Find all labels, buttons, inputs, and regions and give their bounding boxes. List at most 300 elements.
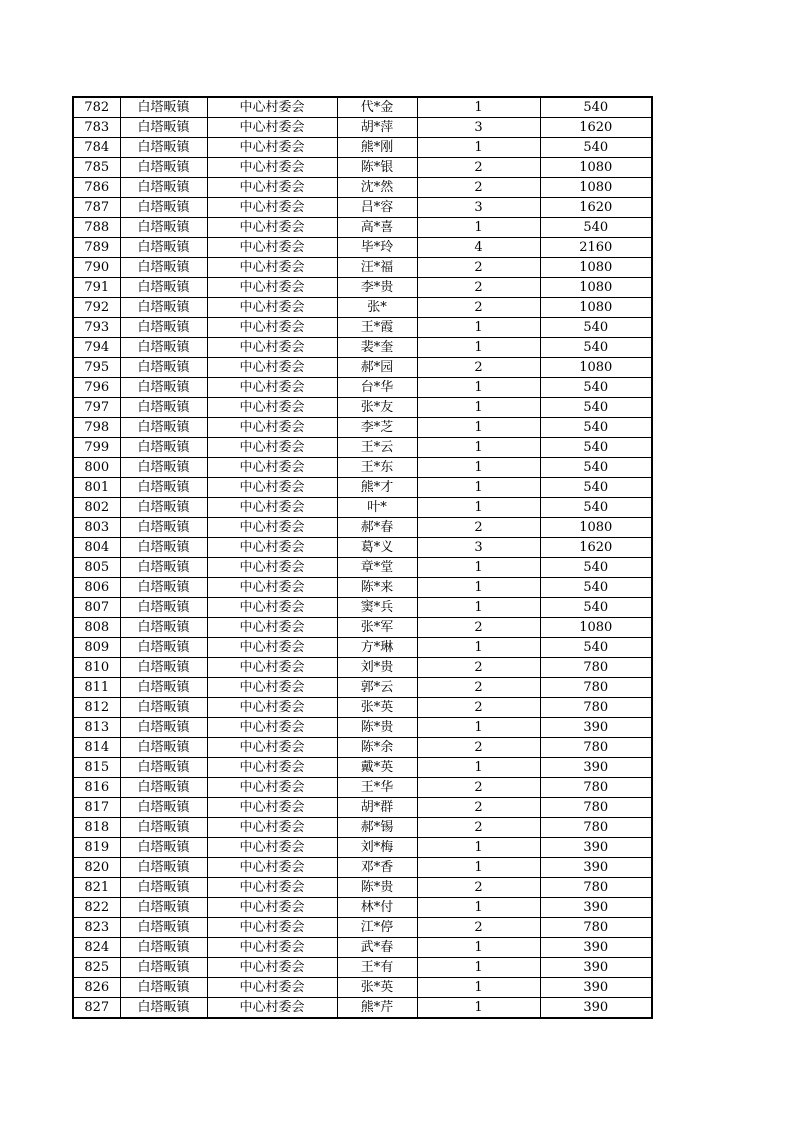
table-row bbox=[73, 498, 652, 518]
name-cell: 刘*贵 bbox=[337, 658, 417, 678]
household-count-cell: 1 bbox=[417, 478, 540, 498]
amount-cell: 540 bbox=[540, 418, 652, 438]
table-row bbox=[73, 938, 652, 958]
town-cell: 白塔畈镇 bbox=[120, 778, 207, 798]
village-committee-cell: 中心村委会 bbox=[207, 798, 337, 818]
row-number-cell: 816 bbox=[73, 778, 120, 798]
table-row bbox=[73, 138, 652, 158]
row-number-cell: 813 bbox=[73, 718, 120, 738]
village-committee-cell: 中心村委会 bbox=[207, 578, 337, 598]
amount-cell: 780 bbox=[540, 918, 652, 938]
household-count-cell: 2 bbox=[417, 258, 540, 278]
town-cell: 白塔畈镇 bbox=[120, 218, 207, 238]
household-count-cell: 2 bbox=[417, 778, 540, 798]
table-row bbox=[73, 378, 652, 398]
village-committee-cell: 中心村委会 bbox=[207, 858, 337, 878]
amount-cell: 390 bbox=[540, 858, 652, 878]
name-cell: 方*琳 bbox=[337, 638, 417, 658]
name-cell: 熊*才 bbox=[337, 478, 417, 498]
amount-cell: 2160 bbox=[540, 238, 652, 258]
table-row bbox=[73, 738, 652, 758]
name-cell: 王*有 bbox=[337, 958, 417, 978]
name-cell: 葛*义 bbox=[337, 538, 417, 558]
table-row bbox=[73, 698, 652, 718]
town-cell: 白塔畈镇 bbox=[120, 798, 207, 818]
village-committee-cell: 中心村委会 bbox=[207, 598, 337, 618]
name-cell: 郝*锡 bbox=[337, 818, 417, 838]
village-committee-cell: 中心村委会 bbox=[207, 338, 337, 358]
household-count-cell: 2 bbox=[417, 358, 540, 378]
table-row bbox=[73, 458, 652, 478]
name-cell: 沈*然 bbox=[337, 178, 417, 198]
row-number-cell: 793 bbox=[73, 318, 120, 338]
row-number-cell: 795 bbox=[73, 358, 120, 378]
amount-cell: 780 bbox=[540, 798, 652, 818]
row-number-cell: 821 bbox=[73, 878, 120, 898]
household-count-cell: 2 bbox=[417, 818, 540, 838]
household-count-cell: 2 bbox=[417, 178, 540, 198]
row-number-cell: 783 bbox=[73, 118, 120, 138]
table-row bbox=[73, 158, 652, 178]
row-number-cell: 811 bbox=[73, 678, 120, 698]
village-committee-cell: 中心村委会 bbox=[207, 838, 337, 858]
amount-cell: 540 bbox=[540, 558, 652, 578]
town-cell: 白塔畈镇 bbox=[120, 538, 207, 558]
amount-cell: 780 bbox=[540, 778, 652, 798]
town-cell: 白塔畈镇 bbox=[120, 558, 207, 578]
household-count-cell: 1 bbox=[417, 97, 540, 118]
amount-cell: 390 bbox=[540, 978, 652, 998]
amount-cell: 540 bbox=[540, 498, 652, 518]
amount-cell: 390 bbox=[540, 958, 652, 978]
town-cell: 白塔畈镇 bbox=[120, 758, 207, 778]
village-committee-cell: 中心村委会 bbox=[207, 158, 337, 178]
village-committee-cell: 中心村委会 bbox=[207, 698, 337, 718]
name-cell: 吕*容 bbox=[337, 198, 417, 218]
name-cell: 江*停 bbox=[337, 918, 417, 938]
amount-cell: 390 bbox=[540, 758, 652, 778]
name-cell: 刘*梅 bbox=[337, 838, 417, 858]
village-committee-cell: 中心村委会 bbox=[207, 618, 337, 638]
town-cell: 白塔畈镇 bbox=[120, 178, 207, 198]
household-count-cell: 2 bbox=[417, 618, 540, 638]
village-committee-cell: 中心村委会 bbox=[207, 758, 337, 778]
table-row bbox=[73, 398, 652, 418]
name-cell: 汪*福 bbox=[337, 258, 417, 278]
town-cell: 白塔畈镇 bbox=[120, 458, 207, 478]
household-count-cell: 1 bbox=[417, 498, 540, 518]
table-row bbox=[73, 218, 652, 238]
village-committee-cell: 中心村委会 bbox=[207, 658, 337, 678]
table-row bbox=[73, 818, 652, 838]
household-count-cell: 3 bbox=[417, 118, 540, 138]
table-row bbox=[73, 658, 652, 678]
town-cell: 白塔畈镇 bbox=[120, 578, 207, 598]
household-count-cell: 2 bbox=[417, 878, 540, 898]
table-row bbox=[73, 758, 652, 778]
table-row bbox=[73, 638, 652, 658]
household-count-cell: 2 bbox=[417, 278, 540, 298]
household-count-cell: 2 bbox=[417, 298, 540, 318]
town-cell: 白塔畈镇 bbox=[120, 438, 207, 458]
table-row bbox=[73, 278, 652, 298]
village-committee-cell: 中心村委会 bbox=[207, 918, 337, 938]
row-number-cell: 789 bbox=[73, 238, 120, 258]
name-cell: 陈*贵 bbox=[337, 878, 417, 898]
household-count-cell: 1 bbox=[417, 418, 540, 438]
amount-cell: 1620 bbox=[540, 538, 652, 558]
table-row bbox=[73, 178, 652, 198]
amount-cell: 780 bbox=[540, 878, 652, 898]
name-cell: 李*贵 bbox=[337, 278, 417, 298]
household-count-cell: 2 bbox=[417, 158, 540, 178]
amount-cell: 390 bbox=[540, 718, 652, 738]
table-row bbox=[73, 958, 652, 978]
town-cell: 白塔畈镇 bbox=[120, 498, 207, 518]
town-cell: 白塔畈镇 bbox=[120, 918, 207, 938]
town-cell: 白塔畈镇 bbox=[120, 998, 207, 1019]
name-cell: 陈*余 bbox=[337, 738, 417, 758]
household-count-cell: 2 bbox=[417, 678, 540, 698]
name-cell: 郝*园 bbox=[337, 358, 417, 378]
village-committee-cell: 中心村委会 bbox=[207, 558, 337, 578]
table-row bbox=[73, 238, 652, 258]
row-number-cell: 810 bbox=[73, 658, 120, 678]
row-number-cell: 794 bbox=[73, 338, 120, 358]
amount-cell: 1080 bbox=[540, 278, 652, 298]
table-row bbox=[73, 858, 652, 878]
name-cell: 张*友 bbox=[337, 398, 417, 418]
household-count-cell: 4 bbox=[417, 238, 540, 258]
table-row bbox=[73, 538, 652, 558]
village-committee-cell: 中心村委会 bbox=[207, 178, 337, 198]
town-cell: 白塔畈镇 bbox=[120, 158, 207, 178]
amount-cell: 540 bbox=[540, 438, 652, 458]
row-number-cell: 814 bbox=[73, 738, 120, 758]
amount-cell: 390 bbox=[540, 998, 652, 1019]
town-cell: 白塔畈镇 bbox=[120, 338, 207, 358]
table-row bbox=[73, 318, 652, 338]
household-count-cell: 1 bbox=[417, 858, 540, 878]
table-row bbox=[73, 598, 652, 618]
row-number-cell: 802 bbox=[73, 498, 120, 518]
table-row bbox=[73, 518, 652, 538]
row-number-cell: 823 bbox=[73, 918, 120, 938]
name-cell: 窦*兵 bbox=[337, 598, 417, 618]
town-cell: 白塔畈镇 bbox=[120, 358, 207, 378]
village-committee-cell: 中心村委会 bbox=[207, 958, 337, 978]
amount-cell: 780 bbox=[540, 738, 652, 758]
name-cell: 陈*贵 bbox=[337, 718, 417, 738]
town-cell: 白塔畈镇 bbox=[120, 398, 207, 418]
row-number-cell: 812 bbox=[73, 698, 120, 718]
village-committee-cell: 中心村委会 bbox=[207, 718, 337, 738]
row-number-cell: 782 bbox=[73, 97, 120, 118]
table-row bbox=[73, 578, 652, 598]
household-count-cell: 1 bbox=[417, 398, 540, 418]
name-cell: 郝*春 bbox=[337, 518, 417, 538]
household-count-cell: 2 bbox=[417, 798, 540, 818]
household-count-cell: 2 bbox=[417, 698, 540, 718]
row-number-cell: 806 bbox=[73, 578, 120, 598]
town-cell: 白塔畈镇 bbox=[120, 938, 207, 958]
household-count-cell: 1 bbox=[417, 838, 540, 858]
household-count-cell: 3 bbox=[417, 198, 540, 218]
household-count-cell: 1 bbox=[417, 898, 540, 918]
table-row bbox=[73, 618, 652, 638]
household-count-cell: 1 bbox=[417, 438, 540, 458]
town-cell: 白塔畈镇 bbox=[120, 138, 207, 158]
table-row bbox=[73, 778, 652, 798]
town-cell: 白塔畈镇 bbox=[120, 238, 207, 258]
town-cell: 白塔畈镇 bbox=[120, 198, 207, 218]
amount-cell: 780 bbox=[540, 818, 652, 838]
town-cell: 白塔畈镇 bbox=[120, 118, 207, 138]
name-cell: 张* bbox=[337, 298, 417, 318]
village-committee-cell: 中心村委会 bbox=[207, 218, 337, 238]
village-committee-cell: 中心村委会 bbox=[207, 398, 337, 418]
table-row bbox=[73, 558, 652, 578]
town-cell: 白塔畈镇 bbox=[120, 838, 207, 858]
name-cell: 熊*芹 bbox=[337, 998, 417, 1019]
town-cell: 白塔畈镇 bbox=[120, 378, 207, 398]
village-committee-cell: 中心村委会 bbox=[207, 438, 337, 458]
table-row bbox=[73, 978, 652, 998]
row-number-cell: 788 bbox=[73, 218, 120, 238]
amount-cell: 540 bbox=[540, 338, 652, 358]
amount-cell: 390 bbox=[540, 938, 652, 958]
household-count-cell: 3 bbox=[417, 538, 540, 558]
amount-cell: 1620 bbox=[540, 198, 652, 218]
amount-cell: 540 bbox=[540, 638, 652, 658]
amount-cell: 540 bbox=[540, 378, 652, 398]
row-number-cell: 825 bbox=[73, 958, 120, 978]
household-count-cell: 1 bbox=[417, 218, 540, 238]
amount-cell: 1080 bbox=[540, 518, 652, 538]
village-committee-cell: 中心村委会 bbox=[207, 638, 337, 658]
household-count-cell: 1 bbox=[417, 998, 540, 1019]
table-row bbox=[73, 418, 652, 438]
amount-cell: 1080 bbox=[540, 618, 652, 638]
town-cell: 白塔畈镇 bbox=[120, 418, 207, 438]
amount-cell: 780 bbox=[540, 678, 652, 698]
name-cell: 叶* bbox=[337, 498, 417, 518]
table-row bbox=[73, 718, 652, 738]
town-cell: 白塔畈镇 bbox=[120, 618, 207, 638]
village-committee-cell: 中心村委会 bbox=[207, 818, 337, 838]
household-count-cell: 1 bbox=[417, 338, 540, 358]
household-count-cell: 2 bbox=[417, 918, 540, 938]
row-number-cell: 791 bbox=[73, 278, 120, 298]
village-committee-cell: 中心村委会 bbox=[207, 978, 337, 998]
household-count-cell: 1 bbox=[417, 378, 540, 398]
row-number-cell: 827 bbox=[73, 998, 120, 1019]
town-cell: 白塔畈镇 bbox=[120, 318, 207, 338]
amount-cell: 540 bbox=[540, 598, 652, 618]
village-committee-cell: 中心村委会 bbox=[207, 298, 337, 318]
town-cell: 白塔畈镇 bbox=[120, 978, 207, 998]
village-committee-cell: 中心村委会 bbox=[207, 498, 337, 518]
village-committee-cell: 中心村委会 bbox=[207, 258, 337, 278]
name-cell: 王*华 bbox=[337, 778, 417, 798]
name-cell: 陈*来 bbox=[337, 578, 417, 598]
table-row bbox=[73, 478, 652, 498]
table-row bbox=[73, 118, 652, 138]
row-number-cell: 822 bbox=[73, 898, 120, 918]
village-committee-cell: 中心村委会 bbox=[207, 878, 337, 898]
name-cell: 章*堂 bbox=[337, 558, 417, 578]
amount-cell: 540 bbox=[540, 318, 652, 338]
household-count-cell: 1 bbox=[417, 638, 540, 658]
amount-cell: 390 bbox=[540, 898, 652, 918]
amount-cell: 540 bbox=[540, 97, 652, 118]
village-committee-cell: 中心村委会 bbox=[207, 938, 337, 958]
household-count-cell: 1 bbox=[417, 558, 540, 578]
table-row bbox=[73, 838, 652, 858]
table-row bbox=[73, 438, 652, 458]
village-committee-cell: 中心村委会 bbox=[207, 998, 337, 1019]
household-count-cell: 1 bbox=[417, 938, 540, 958]
village-committee-cell: 中心村委会 bbox=[207, 678, 337, 698]
village-committee-cell: 中心村委会 bbox=[207, 458, 337, 478]
name-cell: 毕*玲 bbox=[337, 238, 417, 258]
household-count-cell: 1 bbox=[417, 578, 540, 598]
town-cell: 白塔畈镇 bbox=[120, 718, 207, 738]
row-number-cell: 784 bbox=[73, 138, 120, 158]
row-number-cell: 818 bbox=[73, 818, 120, 838]
amount-cell: 390 bbox=[540, 838, 652, 858]
table-row bbox=[73, 97, 652, 118]
amount-cell: 1080 bbox=[540, 358, 652, 378]
table-row bbox=[73, 798, 652, 818]
row-number-cell: 800 bbox=[73, 458, 120, 478]
table-row bbox=[73, 338, 652, 358]
household-count-cell: 2 bbox=[417, 738, 540, 758]
row-number-cell: 801 bbox=[73, 478, 120, 498]
name-cell: 郭*云 bbox=[337, 678, 417, 698]
row-number-cell: 805 bbox=[73, 558, 120, 578]
village-committee-cell: 中心村委会 bbox=[207, 778, 337, 798]
household-count-cell: 1 bbox=[417, 958, 540, 978]
village-committee-cell: 中心村委会 bbox=[207, 478, 337, 498]
row-number-cell: 792 bbox=[73, 298, 120, 318]
village-committee-cell: 中心村委会 bbox=[207, 198, 337, 218]
amount-cell: 1080 bbox=[540, 178, 652, 198]
row-number-cell: 820 bbox=[73, 858, 120, 878]
table-row bbox=[73, 358, 652, 378]
name-cell: 胡*群 bbox=[337, 798, 417, 818]
town-cell: 白塔畈镇 bbox=[120, 818, 207, 838]
town-cell: 白塔畈镇 bbox=[120, 258, 207, 278]
amount-cell: 540 bbox=[540, 478, 652, 498]
village-committee-cell: 中心村委会 bbox=[207, 738, 337, 758]
table-row bbox=[73, 918, 652, 938]
village-committee-cell: 中心村委会 bbox=[207, 538, 337, 558]
household-count-cell: 2 bbox=[417, 518, 540, 538]
row-number-cell: 799 bbox=[73, 438, 120, 458]
village-committee-cell: 中心村委会 bbox=[207, 238, 337, 258]
village-committee-cell: 中心村委会 bbox=[207, 318, 337, 338]
household-count-cell: 1 bbox=[417, 318, 540, 338]
household-count-cell: 1 bbox=[417, 758, 540, 778]
name-cell: 张*英 bbox=[337, 698, 417, 718]
village-committee-cell: 中心村委会 bbox=[207, 138, 337, 158]
row-number-cell: 826 bbox=[73, 978, 120, 998]
name-cell: 代*金 bbox=[337, 97, 417, 118]
amount-cell: 540 bbox=[540, 398, 652, 418]
table-row bbox=[73, 258, 652, 278]
name-cell: 武*春 bbox=[337, 938, 417, 958]
town-cell: 白塔畈镇 bbox=[120, 478, 207, 498]
town-cell: 白塔畈镇 bbox=[120, 298, 207, 318]
row-number-cell: 803 bbox=[73, 518, 120, 538]
row-number-cell: 786 bbox=[73, 178, 120, 198]
row-number-cell: 787 bbox=[73, 198, 120, 218]
town-cell: 白塔畈镇 bbox=[120, 878, 207, 898]
village-committee-cell: 中心村委会 bbox=[207, 278, 337, 298]
roster-table-body bbox=[73, 97, 652, 1018]
row-number-cell: 804 bbox=[73, 538, 120, 558]
amount-cell: 540 bbox=[540, 578, 652, 598]
village-committee-cell: 中心村委会 bbox=[207, 358, 337, 378]
name-cell: 胡*萍 bbox=[337, 118, 417, 138]
table-row bbox=[73, 198, 652, 218]
village-committee-cell: 中心村委会 bbox=[207, 118, 337, 138]
amount-cell: 1620 bbox=[540, 118, 652, 138]
village-committee-cell: 中心村委会 bbox=[207, 418, 337, 438]
town-cell: 白塔畈镇 bbox=[120, 658, 207, 678]
amount-cell: 780 bbox=[540, 658, 652, 678]
row-number-cell: 817 bbox=[73, 798, 120, 818]
name-cell: 高*喜 bbox=[337, 218, 417, 238]
table-row bbox=[73, 678, 652, 698]
town-cell: 白塔畈镇 bbox=[120, 97, 207, 118]
amount-cell: 540 bbox=[540, 458, 652, 478]
row-number-cell: 790 bbox=[73, 258, 120, 278]
roster-table bbox=[72, 96, 653, 1019]
name-cell: 陈*银 bbox=[337, 158, 417, 178]
name-cell: 裴*奎 bbox=[337, 338, 417, 358]
household-count-cell: 1 bbox=[417, 458, 540, 478]
household-count-cell: 1 bbox=[417, 718, 540, 738]
name-cell: 王*云 bbox=[337, 438, 417, 458]
table-row bbox=[73, 298, 652, 318]
town-cell: 白塔畈镇 bbox=[120, 738, 207, 758]
town-cell: 白塔畈镇 bbox=[120, 958, 207, 978]
town-cell: 白塔畈镇 bbox=[120, 638, 207, 658]
town-cell: 白塔畈镇 bbox=[120, 858, 207, 878]
amount-cell: 1080 bbox=[540, 258, 652, 278]
amount-cell: 1080 bbox=[540, 298, 652, 318]
town-cell: 白塔畈镇 bbox=[120, 698, 207, 718]
amount-cell: 780 bbox=[540, 698, 652, 718]
town-cell: 白塔畈镇 bbox=[120, 678, 207, 698]
name-cell: 张*英 bbox=[337, 978, 417, 998]
row-number-cell: 785 bbox=[73, 158, 120, 178]
town-cell: 白塔畈镇 bbox=[120, 598, 207, 618]
row-number-cell: 797 bbox=[73, 398, 120, 418]
town-cell: 白塔畈镇 bbox=[120, 518, 207, 538]
village-committee-cell: 中心村委会 bbox=[207, 378, 337, 398]
name-cell: 张*军 bbox=[337, 618, 417, 638]
village-committee-cell: 中心村委会 bbox=[207, 898, 337, 918]
row-number-cell: 798 bbox=[73, 418, 120, 438]
row-number-cell: 824 bbox=[73, 938, 120, 958]
household-count-cell: 1 bbox=[417, 598, 540, 618]
household-count-cell: 1 bbox=[417, 138, 540, 158]
name-cell: 熊*刚 bbox=[337, 138, 417, 158]
name-cell: 邓*香 bbox=[337, 858, 417, 878]
